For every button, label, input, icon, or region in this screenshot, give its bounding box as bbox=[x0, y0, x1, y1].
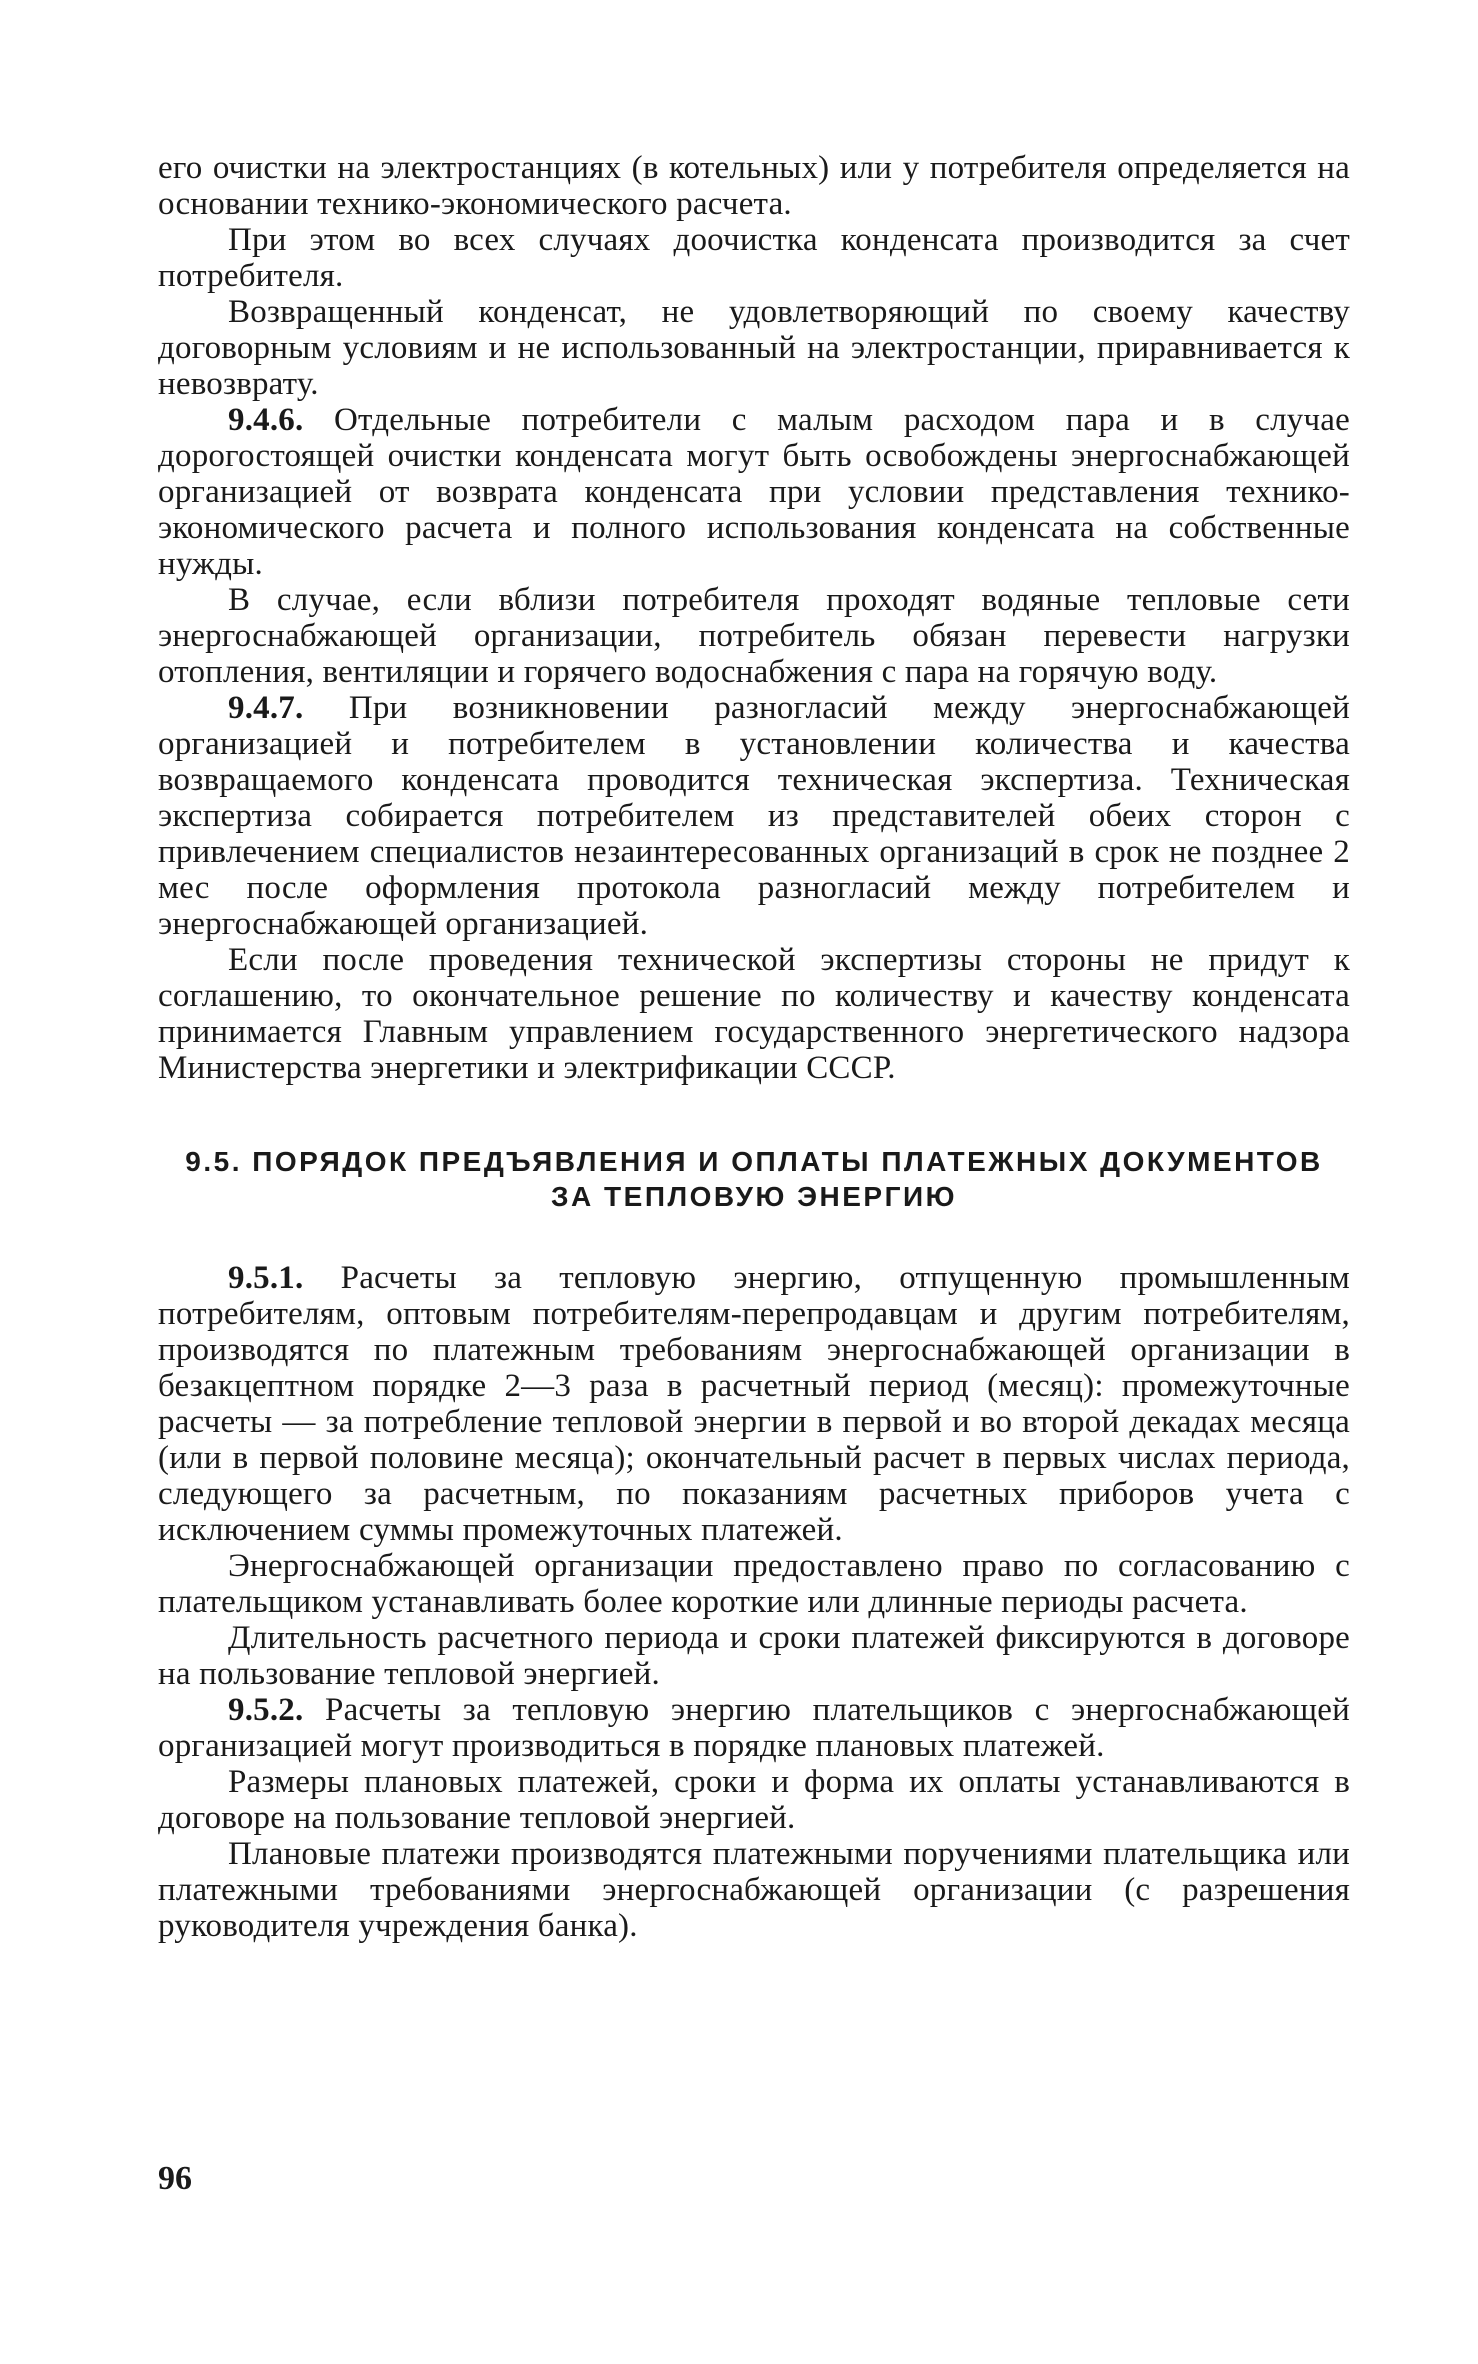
paragraph-text: его очистки на электростанциях (в котельных) или у потребителя определяется на основании технико-экономического расчета. bbox=[158, 150, 1350, 222]
paragraph-text: Размеры плановых платежей, сроки и форма их оплаты устанавливаются в договоре на пользование тепловой энергией. bbox=[158, 1764, 1350, 1836]
paragraph bbox=[158, 1260, 1350, 1548]
paragraph bbox=[158, 582, 1350, 690]
paragraph bbox=[158, 1548, 1350, 1620]
clause-number: 9.5.2. bbox=[228, 1692, 304, 1728]
section-heading-line-2: ЗА ТЕПЛОВУЮ ЭНЕРГИЮ bbox=[551, 1181, 957, 1212]
page-number: 96 bbox=[158, 2160, 192, 2197]
text-block-bottom bbox=[158, 1260, 1350, 1944]
clause-number: 9.4.6. bbox=[228, 402, 304, 438]
paragraph bbox=[158, 1764, 1350, 1836]
paragraph-text: Плановые платежи производятся платежными поручениями плательщика или платежными требованиями энергоснабжающей организации (с разрешения руководителя учреждения банка). bbox=[158, 1836, 1350, 1944]
paragraph bbox=[158, 690, 1350, 942]
paragraph bbox=[158, 222, 1350, 294]
paragraph-text: Расчеты за тепловую энергию, отпущенную промышленным потребителям, оптовым потребителям-перепродавцам и другим потребителям, производятся по платежным требованиям энергоснабжающей организации в безакцептном порядке 2—3 раза в расчетный период (месяц): промежуточные расчеты — за потребление тепловой энергии в первой и во второй декадах месяца (или в первой половине месяца); окончательный расчет в первых числах периода, следующего за расчетным, по показаниям расчетных приборов учета с исключением суммы промежуточных платежей. bbox=[158, 1260, 1350, 1548]
paragraph-text: Возвращенный конденсат, не удовлетворяющий по своему качеству договорным условиям и не использованный на электростанции, приравнивается к невозврату. bbox=[158, 294, 1350, 402]
paragraph-text: При этом во всех случаях доочистка конденсата производится за счет потребителя. bbox=[158, 222, 1350, 294]
document-page bbox=[158, 150, 1350, 1944]
section-heading bbox=[158, 1144, 1350, 1214]
paragraph bbox=[158, 402, 1350, 582]
paragraph-text: Отдельные потребители с малым расходом пара и в случае дорогостоящей очистки конденсата могут быть освобождены энергоснабжающей организацией от возврата конденсата при условии представления технико-экономического расчета и полного использования конденсата на собственные нужды. bbox=[158, 402, 1350, 582]
section-heading-line-1: 9.5. ПОРЯДОК ПРЕДЪЯВЛЕНИЯ И ОПЛАТЫ ПЛАТЕЖНЫХ ДОКУМЕНТОВ bbox=[185, 1146, 1323, 1177]
paragraph bbox=[158, 294, 1350, 402]
clause-number: 9.4.7. bbox=[228, 690, 304, 726]
paragraph bbox=[158, 1620, 1350, 1692]
paragraph bbox=[158, 942, 1350, 1086]
paragraph-text: Расчеты за тепловую энергию плательщиков с энергоснабжающей организацией могут производиться в порядке плановых платежей. bbox=[158, 1692, 1350, 1764]
paragraph-text: Если после проведения технической экспертизы стороны не придут к соглашению, то окончательное решение по количеству и качеству конденсата принимается Главным управлением государственного энергетического надзора Министерства энергетики и электрификации СССР. bbox=[158, 942, 1350, 1086]
paragraph bbox=[158, 1692, 1350, 1764]
paragraph bbox=[158, 1836, 1350, 1944]
paragraph-text: Длительность расчетного периода и сроки платежей фиксируются в договоре на пользование тепловой энергией. bbox=[158, 1620, 1350, 1692]
paragraph-text: В случае, если вблизи потребителя проходят водяные тепловые сети энергоснабжающей организации, потребитель обязан перевести нагрузки отопления, вентиляции и горячего водоснабжения с пара на горячую воду. bbox=[158, 582, 1350, 690]
paragraph-text: Энергоснабжающей организации предоставлено право по согласованию с плательщиком устанавливать более короткие или длинные периоды расчета. bbox=[158, 1548, 1350, 1620]
text-block-top bbox=[158, 150, 1350, 1086]
paragraph-text: При возникновении разногласий между энергоснабжающей организацией и потребителем в установлении количества и качества возвращаемого конденсата проводится техническая экспертиза. Техническая экспертиза собирается потребителем из представителей обеих сторон с привлечением специалистов незаинтересованных организаций в срок не позднее 2 мес после оформления протокола разногласий между потребителем и энергоснабжающей организацией. bbox=[158, 690, 1350, 942]
clause-number: 9.5.1. bbox=[228, 1260, 304, 1296]
paragraph bbox=[158, 150, 1350, 222]
